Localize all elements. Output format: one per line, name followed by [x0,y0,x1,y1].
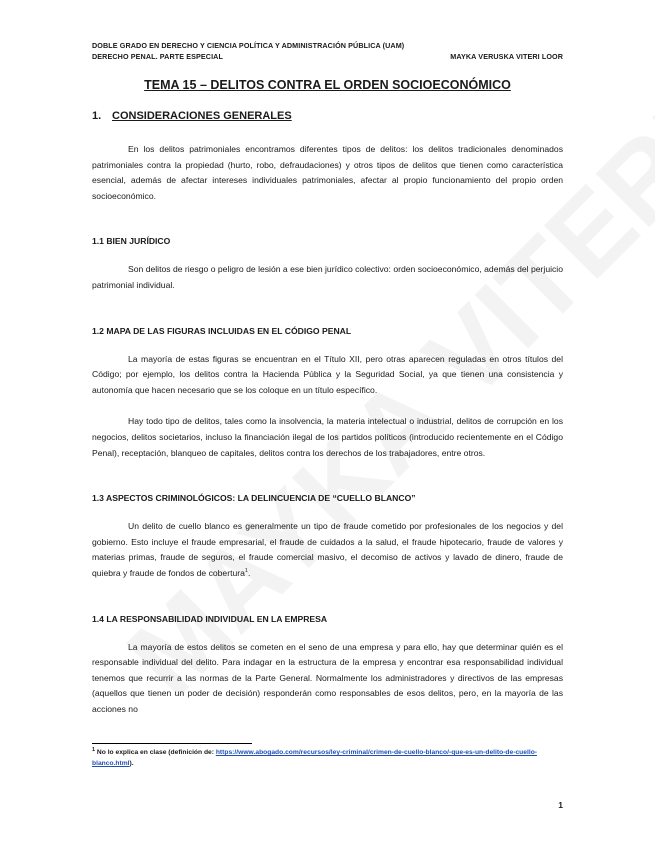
section-label: CONSIDERACIONES GENERALES [112,110,292,122]
footnote-link[interactable]: https://www.abogado.com/recursos/ley-criminal/crimen-de-cuello-blanco/-que-es-un-delito-de-cuello-blanco.html [92,749,538,767]
page-number: 1 [558,800,563,810]
subsection-1-4-paragraph: La mayoría de estos delitos se cometen en el seno de una empresa y para ello, hay que determinar quién es el responsable individual del delito. Para indagar en la estructura de la empresa y encontrar esa responsabilidad individual tenemos que recurrir a las normas de la Parte General. Normalmente los administradores y directivos de las empresas (aquellos que tienen un poder de decisión) responderán como responsables de esos delitos, pero, en la mayoría de las acciones no [92,641,563,714]
section-1-heading [92,110,563,122]
footnote [92,747,563,769]
header-subject: DERECHO PENAL. PARTE ESPECIAL [92,52,223,61]
page-header [92,40,563,62]
intro-paragraph: En los delitos patrimoniales encontramos diferentes tipos de delitos: los delitos tradicionales denominados patrimoniales contra la propiedad (hurto, robo, defraudaciones) y otros tipos de delitos que tienen como característica esencial, además de afectar intereses individuales patrimoniales, afectar al propio funcionamiento del propio orden socioeconómico. [92,144,563,201]
header-course: DOBLE GRADO EN DERECHO Y CIENCIA POLÍTICA Y ADMINISTRACIÓN PÚBLICA (UAM) [92,41,405,50]
subsection-1-2-paragraph-2: Hay todo tipo de delitos, tales como la insolvencia, la materia intelectual o industrial, delitos de corrupción en los negocios, delitos societarios, incluso la financiación ilegal de los partidos políticos (introducido recientemente en el Código Penal), receptación, blanqueo de capitales, delitos contra los derechos de los trabajadores, entre otros. [92,416,563,458]
subsection-1-3-text: Un delito de cuello blanco es generalmente un tipo de fraude cometido por profesionales de los negocios y del gobierno. Esto incluye el fraude empresarial, el fraude de cuidados a la salud, el fraude hipotecario, fraude de valores y materias primas, fraude de seguros, el fraude comercial masivo, el decomiso de activos y lavado de dinero, fraude de quiebra y fraude de fondos de cobertura [92,521,563,578]
subsection-1-1-heading: 1.1 BIEN JURÍDICO [92,236,171,247]
footnote-end: ). [129,760,134,767]
subsection-1-3-heading: 1.3 ASPECTOS CRIMINOLÓGICOS: LA DELINCUENCIA DE “CUELLO BLANCO” [92,493,416,504]
subsection-1-2-heading: 1.2 MAPA DE LAS FIGURAS INCLUIDAS EN EL CÓDIGO PENAL [92,325,352,336]
subsection-1-1-paragraph: Son delitos de riesgo o peligro de lesión a ese bien jurídico colectivo: orden socioeconómico, además del perjuicio patrimonial individual. [92,264,563,290]
page-title: TEMA 15 – DELITOS CONTRA EL ORDEN SOCIOECONÓMICO [144,78,511,92]
footnote-text: No lo explica en clase (definición de: [95,749,216,756]
subsection-1-2-paragraph-1: La mayoría de estas figuras se encuentran en el Título XII, pero otras aparecen reguladas en otros títulos del Código; por ejemplo, los delitos contra la Hacienda Pública y la Seguridad Social, ya que tienen una consistencia y autonomía que hacen necesario que se los coloque en un título específico. [92,353,563,395]
subsection-1-4-heading: 1.4 LA RESPONSABILIDAD INDIVIDUAL EN LA EMPRESA [92,613,328,624]
document-body [92,78,563,733]
footnote-mark: 1 [92,746,96,753]
footnote-reference[interactable]: 1 [244,568,248,575]
section-number: 1. [92,110,102,122]
subsection-1-3-paragraph [92,519,563,581]
subsection-1-3-text-end: . [247,567,251,578]
header-author: MAYKA VERUSKA VITERI LOOR [450,52,563,61]
